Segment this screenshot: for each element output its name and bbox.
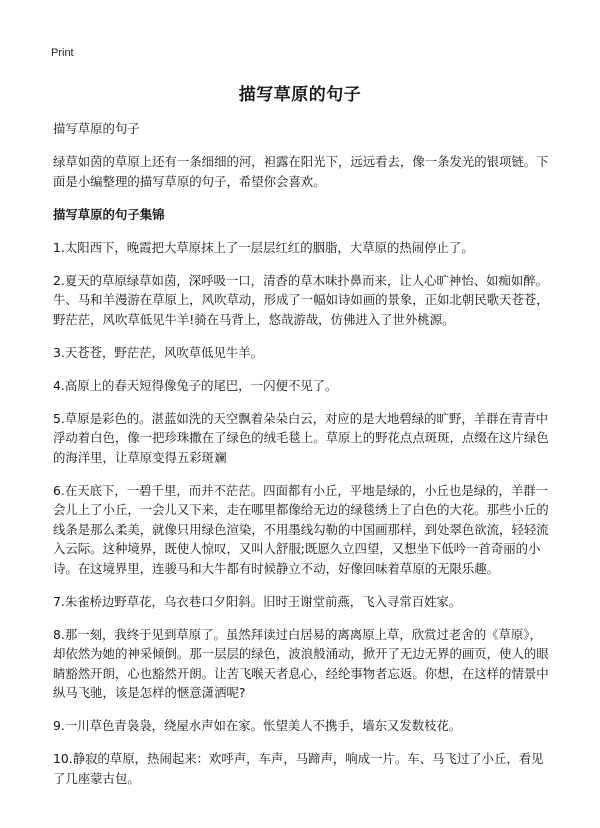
list-item: 9.一川草色青袅袅，绕屋水声如在家。怅望美人不携手，墙东又发数枝花。 bbox=[53, 718, 462, 733]
print-label[interactable]: Print bbox=[51, 47, 74, 59]
list-item: 6.在天底下，一碧千里，而并不茫茫。四面都有小丘，平地是绿的，小丘也是绿的，羊群一会儿上了小丘，一会儿又下来，走在哪里都像给无边的绿毯绣上了白色的大花。那些小丘的线条是那么柔美，就像只用绿色渲染，不用墨线勾勒的中国画那样，到处翠色欲流，轻轻流入云际。这种境界，既使人惊叹，又叫人舒服;既愿久立四望，又想坐下低吟一首奇丽的小诗。在这境界里，连骏马和大牛都有时候静立不动，好像回味着草原的无限乐趣。 bbox=[53, 482, 549, 576]
list-item: 8.那一刻，我终于见到草原了。虽然拜读过白居易的离离原上草，欣赏过老舍的《草原》，却依然为她的神采倾倒。那一层层的绿色，波浪般涌动，掀开了无边无界的画页，使人的眼睛豁然开朗，心也豁然开朗。让苦飞喉天者息心，经纶事物者忘返。你想，在这样的情景中纵马飞驰，该是怎样的惬意潇洒呢? bbox=[53, 626, 549, 700]
article-body bbox=[53, 119, 553, 802]
list-item: 1.太阳西下，晚霞把大草原抹上了一层层红红的胭脂，大草原的热闹停止了。 bbox=[53, 239, 474, 255]
page-title: 描写草原的句子 bbox=[238, 85, 362, 105]
list-item: 4.高原上的春天短得像兔子的尾巴，一闪便不见了。 bbox=[53, 377, 338, 393]
list-item: 10.静寂的草原，热闹起来：欢呼声，车声，马蹄声，响成一片。车、马飞过了小丘，看见了几座蒙古包。 bbox=[53, 751, 544, 786]
list-item: 7.朱雀桥边野草花，乌衣巷口夕阳斜。旧时王谢堂前燕，飞入寻常百姓家。 bbox=[53, 593, 462, 609]
section-heading: 描写草原的句子集锦 bbox=[53, 206, 165, 222]
list-item: 2.夏天的草原绿草如茵，深呼吸一口，清香的草木味扑鼻而来，让人心旷神怡、如痴如醉。牛、马和羊漫游在草原上，风吹草动，形成了一幅如诗如画的景象，正如北朝民歌天苍苍，野茫茫，风吹草低见牛羊!骑在马背上，悠哉游哉，仿佛进入了世外桃源。 bbox=[53, 272, 549, 327]
list-item: 3.天苍苍，野茫茫，风吹草低见牛羊。 bbox=[53, 344, 264, 360]
list-item: 5.草原是彩色的。湛蓝如洗的天空飘着朵朵白云，对应的是大地碧绿的旷野，羊群在青青中浮动着白色，像一把珍珠撒在了绿色的绒毛毯上。草原上的野花点点斑斑，点缀在这片绿色的海洋里，让草原变得五彩斑斓 bbox=[53, 410, 549, 465]
intro-paragraph: 绿草如茵的草原上还有一条细细的河，袒露在阳光下，远远看去，像一条发光的银项链。下面是小编整理的描写草原的句子，希望你会喜欢。 bbox=[53, 154, 549, 189]
article-subtitle: 描写草原的句子 bbox=[53, 121, 140, 136]
